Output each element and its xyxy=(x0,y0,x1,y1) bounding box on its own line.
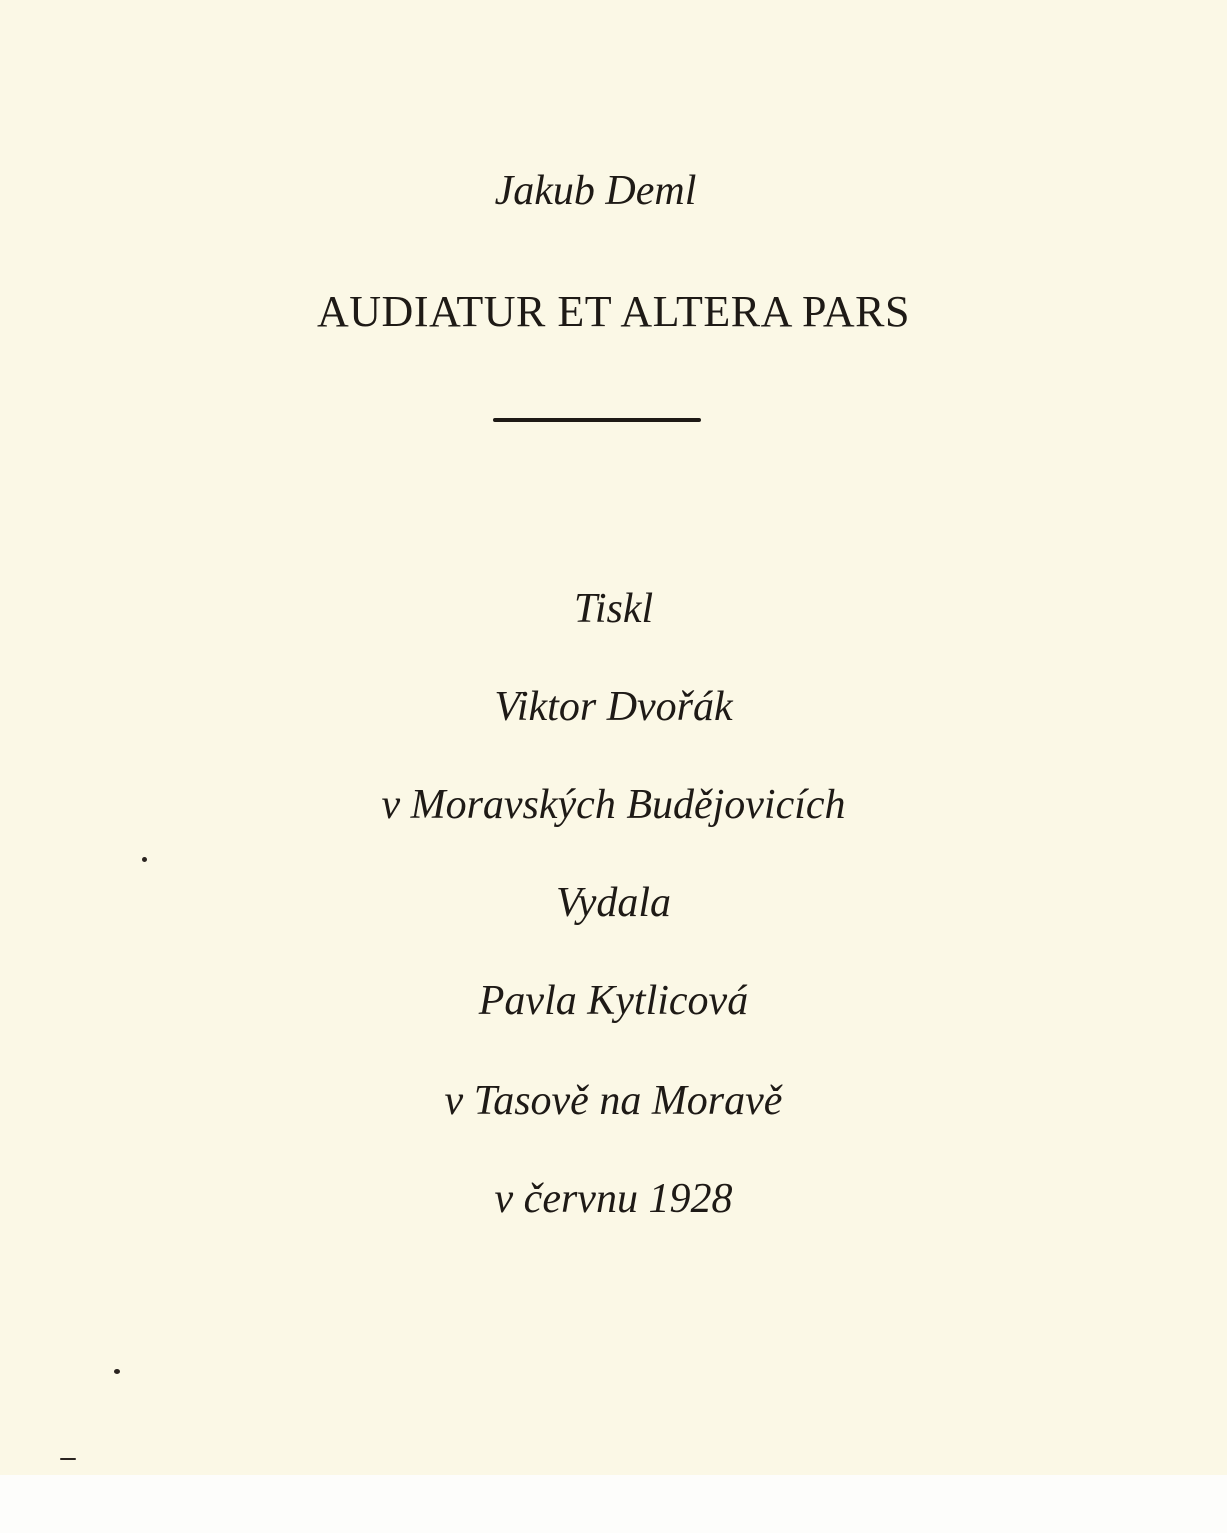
colophon-publisher-place: v Tasově na Moravě xyxy=(444,1078,783,1124)
colophon-date: v červnu 1928 xyxy=(494,1176,733,1222)
divider-rule xyxy=(493,418,701,422)
ink-speck xyxy=(142,857,147,862)
colophon-printed-by-label: Tiskl xyxy=(573,586,654,632)
author-name: Jakub Deml xyxy=(494,168,697,214)
colophon-publisher-name: Pavla Kytlicová xyxy=(478,978,749,1024)
colophon-published-by-label: Vydala xyxy=(555,880,672,926)
colophon-printer-place: v Moravských Budějovicích xyxy=(381,782,846,828)
colophon-printer-name: Viktor Dvořák xyxy=(494,684,733,730)
book-title: AUDIATUR ET ALTERA PARS xyxy=(317,287,910,336)
ink-speck xyxy=(114,1369,120,1374)
page-edge xyxy=(0,1475,1227,1533)
ink-speck xyxy=(60,1458,76,1460)
